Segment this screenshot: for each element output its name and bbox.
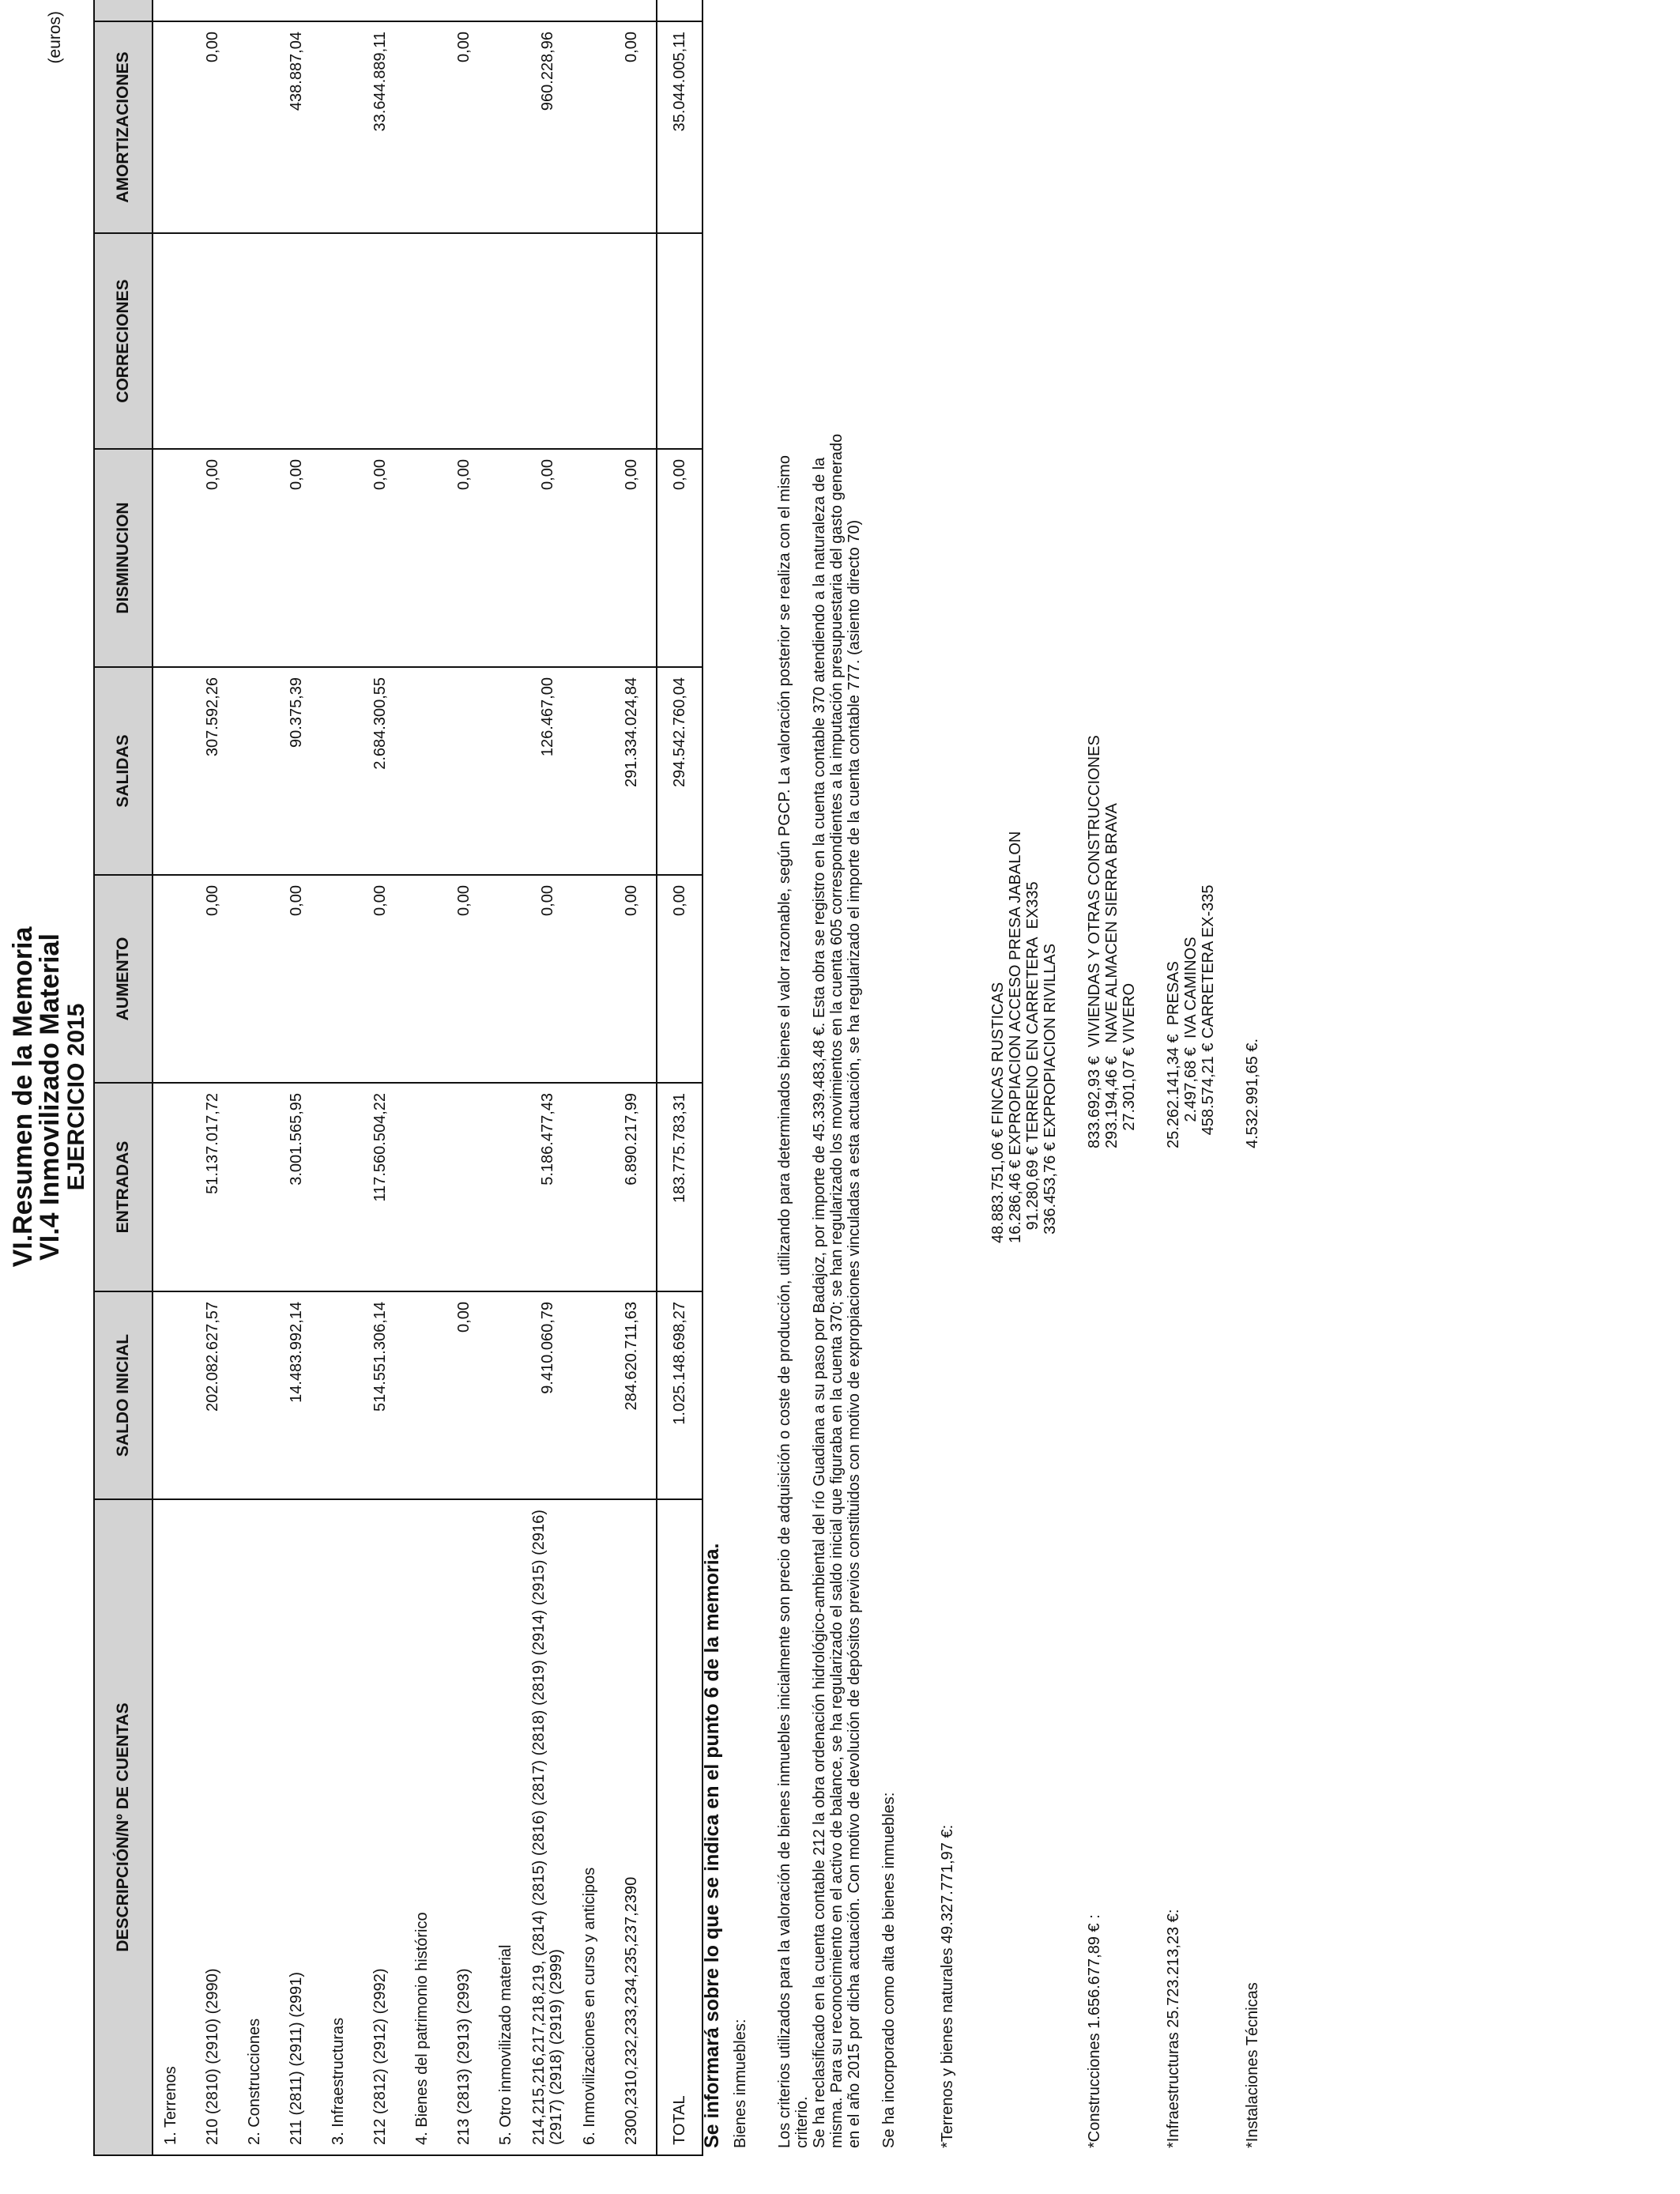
salidas-cell: 90.375,39	[272, 667, 321, 875]
aumento-cell: 0,00	[607, 875, 657, 1083]
disminucion-cell: 0,00	[272, 449, 321, 667]
instalaciones-value: 4.532.991,65 €.	[1244, 1038, 1261, 1148]
table-row	[607, 0, 657, 2155]
fixed-assets-table	[93, 0, 703, 2156]
total-correciones	[657, 233, 703, 449]
correciones-cell	[356, 233, 405, 449]
correciones-cell	[523, 233, 572, 449]
criterio-line: Se ha reclasificado en la cuenta contable 212 la obra ordenación hidrológico-ambiental del río Guadiana a su paso por Badajoz, por importe de 45.339.483,48 €. Esta obra se registro en la cuenta contable 370 atendiendo a la naturaleza de la	[811, 457, 828, 2148]
group-row-construcciones	[237, 0, 272, 2155]
saldo-final-cell	[607, 0, 657, 21]
amortizaciones-cell: 0,00	[188, 21, 237, 233]
amortizaciones-cell: 33.644.889,11	[356, 21, 405, 233]
criterio-line: misma. Para su reconocimiento en el activo de balance, se ha regularizado el saldo inicial que figuraba en la cuenta 370; se han regularizado los movimientos en la cuenta 605 correspondientes a la imputación presupuestaria del gasto generado	[828, 433, 846, 2148]
correciones-cell	[272, 233, 321, 449]
account-codes: 210 (2810) (2910) (2990)	[188, 1499, 237, 2155]
infraestructuras-label: *Infraestructuras 25.723.213,23 €:	[1165, 1909, 1182, 2148]
account-codes: 212 (2812) (2912) (2992)	[356, 1499, 405, 2155]
terrenos-list: 48.883.751,06 € FINCAS RUSTICAS 16.286,46 € EXPROPIACION ACCESO PRESA JABALON 91.280,69 € TERRENO EN CARRETERA EX335 336.453,76 € EXPROPIACION RIVILLAS	[989, 831, 1059, 1243]
header-saldo-inicial: SALDO INICIAL	[94, 1291, 153, 1499]
terrenos-label: *Terrenos y bienes naturales 49.327.771,97 €:	[939, 1824, 956, 2148]
disminucion-cell: 0,00	[607, 449, 657, 667]
group-row-en-curso	[572, 0, 607, 2155]
construcciones-label: *Construcciones 1.656.677,89 € :	[1086, 1914, 1103, 2148]
notes-heading: Se informará sobre lo que se indica en el punto 6 de la memoria.	[701, 1543, 723, 2148]
disminucion-cell: 0,00	[523, 449, 572, 667]
aumento-cell: 0,00	[439, 875, 488, 1083]
entradas-cell	[439, 1083, 488, 1291]
aumento-cell: 0,00	[188, 875, 237, 1083]
bienes-inmuebles-label: Bienes inmuebles:	[732, 2019, 749, 2148]
account-codes: 211 (2811) (2911) (2991)	[272, 1499, 321, 2155]
construcciones-list: 833.692,93 € VIVIENDAS Y OTRAS CONSTRUCCIONES 293.194,46 € NAVE ALMACEN SIERRA BRAVA 27.301,07 € VIVERO	[1086, 735, 1138, 1148]
instalaciones-label: *Instalaciones Técnicas	[1244, 1982, 1261, 2148]
amortizaciones-cell: 0,00	[607, 21, 657, 233]
table-row	[272, 0, 321, 2155]
group-row-otro-inmovilizado	[488, 0, 523, 2155]
alta-label: Se ha incorporado como alta de bienes inmuebles:	[880, 1792, 898, 2148]
group-title: 5. Otro inmovilizado material	[488, 1499, 523, 2155]
saldo-final-cell	[356, 0, 405, 21]
salidas-cell: 307.592,26	[188, 667, 237, 875]
salidas-cell	[439, 667, 488, 875]
saldo-final-cell	[439, 0, 488, 21]
group-title: 4. Bienes del patrimonio histórico	[405, 1499, 439, 2155]
disminucion-cell: 0,00	[439, 449, 488, 667]
amortizaciones-cell: 438.887,04	[272, 21, 321, 233]
group-row-terrenos	[153, 0, 188, 2155]
report-title: VI.Resumen de la Memoria	[8, 926, 38, 1268]
entradas-cell: 6.890.217,99	[607, 1083, 657, 1291]
criterio-line: en el año 2015 por dicha actuación. Con motivo de devolución de depósitos previos constituidos con motivo de expropiaciones vinculadas a esta actuación, se ha regularizado el importe de la cuenta contable 777. (asiento directo 70)	[846, 519, 863, 2148]
total-salidas: 294.542.760,04	[657, 667, 703, 875]
header-correciones: CORRECIONES	[94, 233, 153, 449]
amortizaciones-cell: 960.228,96	[523, 21, 572, 233]
table-row	[188, 0, 237, 2155]
account-codes: 2300,2310,232,233,234,235,237,2390	[607, 1499, 657, 2155]
salidas-cell: 2.684.300,55	[356, 667, 405, 875]
account-codes: 214,215,216,217,218,219, (2814) (2815) (2816) (2817) (2818) (2819) (2914) (2915) (2916) (2917) (2918) (2919) (2999)	[523, 1499, 572, 2155]
saldo-final-cell	[523, 0, 572, 21]
salidas-cell: 126.467,00	[523, 667, 572, 875]
header-aumento: AUMENTO	[94, 875, 153, 1083]
table-row	[439, 0, 488, 2155]
saldo-inicial-cell: 14.483.992,14	[272, 1291, 321, 1499]
group-row-patrimonio-historico	[405, 0, 439, 2155]
header-descripcion: DESCRIPCIÓN/Nº DE CUENTAS	[94, 1499, 153, 2155]
section-title: VI.4 Inmovilizado Material	[35, 933, 65, 1261]
infraestructuras-block	[1165, 14, 1217, 2148]
infraestructuras-list: 25.262.141,34 € PRESAS 2.497,68 € IVA CAMINOS 458.574,21 € CARRETERA EX-335	[1165, 884, 1217, 1148]
header-entradas: ENTRADAS	[94, 1083, 153, 1291]
total-saldo-final	[657, 0, 703, 21]
aumento-cell: 0,00	[356, 875, 405, 1083]
group-title: 6. Inmovilizaciones en curso y anticipos	[572, 1499, 607, 2155]
total-entradas: 183.775.783,31	[657, 1083, 703, 1291]
total-saldo-inicial: 1.025.148.698,27	[657, 1291, 703, 1499]
instalaciones-block	[1244, 14, 1261, 2148]
correciones-cell	[607, 233, 657, 449]
header-amortizaciones: AMORTIZACIONES	[94, 21, 153, 233]
saldo-inicial-cell: 514.551.306,14	[356, 1291, 405, 1499]
group-title: 2. Construcciones	[237, 1499, 272, 2155]
entradas-cell: 3.001.565,95	[272, 1083, 321, 1291]
saldo-final-cell	[188, 0, 237, 21]
notes-section	[703, 14, 1261, 2148]
account-codes: 213 (2813) (2913) (2993)	[439, 1499, 488, 2155]
terrenos-block	[939, 14, 956, 2148]
entradas-cell: 5.186.477,43	[523, 1083, 572, 1291]
saldo-inicial-cell: 9.410.060,79	[523, 1291, 572, 1499]
construcciones-block	[1086, 14, 1138, 2148]
table-row	[356, 0, 405, 2155]
correciones-cell	[188, 233, 237, 449]
disminucion-cell: 0,00	[356, 449, 405, 667]
saldo-inicial-cell: 202.082.627,57	[188, 1291, 237, 1499]
amortizaciones-cell: 0,00	[439, 21, 488, 233]
correciones-cell	[439, 233, 488, 449]
group-row-infraestructuras	[321, 0, 356, 2155]
total-amortizaciones: 35.044.005,11	[657, 21, 703, 233]
total-row	[657, 0, 703, 2155]
saldo-inicial-cell: 0,00	[439, 1291, 488, 1499]
currency-unit: (euros)	[46, 11, 64, 64]
header-saldo-final	[94, 0, 153, 21]
disminucion-cell: 0,00	[188, 449, 237, 667]
entradas-cell: 117.560.504,22	[356, 1083, 405, 1291]
total-aumento: 0,00	[657, 875, 703, 1083]
salidas-cell: 291.334.024,84	[607, 667, 657, 875]
table-header-row	[94, 0, 153, 2155]
entradas-cell: 51.137.017,72	[188, 1083, 237, 1291]
header-salidas: SALIDAS	[94, 667, 153, 875]
criterio-line: criterio.	[793, 2096, 811, 2148]
saldo-final-cell	[272, 0, 321, 21]
group-title: 1. Terrenos	[153, 1499, 188, 2155]
table-row	[523, 0, 572, 2155]
header-disminucion: DISMINUCION	[94, 449, 153, 667]
fiscal-year-title: EJERCICIO 2015	[63, 1003, 89, 1191]
criterio-line: Los criterios utilizados para la valoración de bienes inmuebles inicialmente son precio de adquisición o coste de producción, utilizando para determinados bienes el valor razonable, según PGCP. La valoración posterior se realiza con el mismo	[776, 455, 793, 2148]
total-label: TOTAL	[657, 1499, 703, 2155]
aumento-cell: 0,00	[272, 875, 321, 1083]
saldo-inicial-cell: 284.620.711,63	[607, 1291, 657, 1499]
aumento-cell: 0,00	[523, 875, 572, 1083]
group-title: 3. Infraestructuras	[321, 1499, 356, 2155]
total-disminucion: 0,00	[657, 449, 703, 667]
title-block	[9, 0, 90, 2194]
